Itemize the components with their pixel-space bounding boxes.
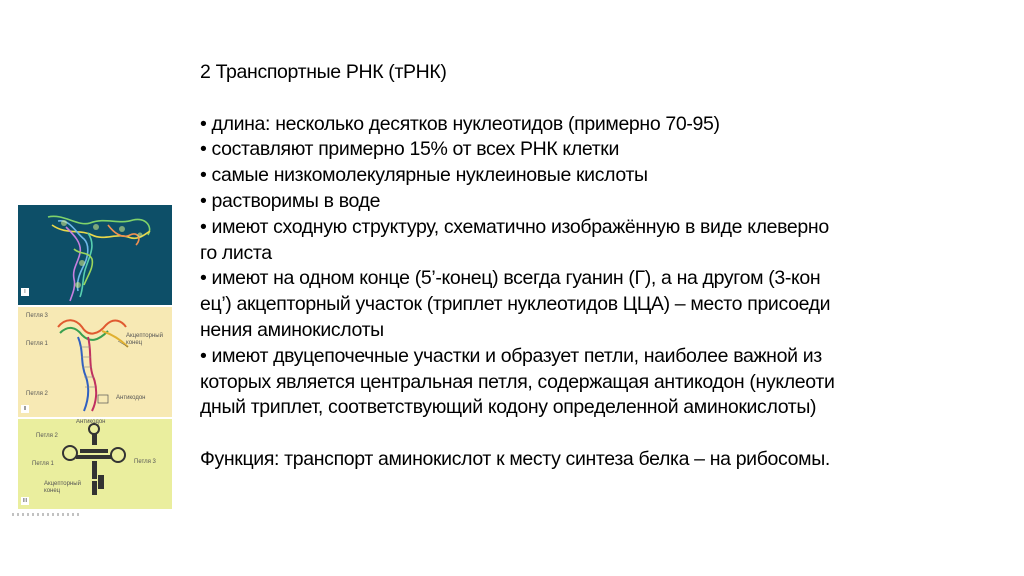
bullet-line: • растворимы в воде [200, 189, 381, 212]
panel2-numeral: II [21, 405, 29, 413]
spacer [200, 86, 1015, 112]
acceptor-end-label: Акцепторный конец [126, 333, 163, 346]
trna-figure [18, 205, 172, 510]
bullet-line: • имеют сходную структуру, схематично изображённую в виде клеверно [200, 215, 829, 238]
trna-3d-structure-image [18, 205, 172, 305]
bullet-line: которых является центральная петля, содержащая антикодон (нуклеоти [200, 370, 835, 393]
bullet-line: • имеют двуцепочечные участки и образует петли, наиболее важной из [200, 344, 822, 367]
trna-cloverleaf-panel [18, 419, 172, 509]
trna-helix-model-image [18, 307, 172, 417]
loop3-label-schematic: Петля 3 [134, 459, 156, 465]
bullet-line: • имеют на одном конце (5’-конец) всегда гуанин (Г), а на другом (3-кон [200, 267, 821, 290]
trna-helix-model-panel [18, 307, 172, 417]
bullet-line: ец’) акцепторный участок (триплет нуклеотидов ЦЦА) – место присоеди [200, 293, 831, 316]
bullet-line: го листа [200, 241, 272, 264]
scan-artifact [12, 513, 82, 516]
loop1-label: Петля 1 [26, 341, 48, 347]
anticodon-label-schematic: Антикодон [76, 419, 106, 425]
loop2-label-schematic: Петля 2 [36, 433, 58, 439]
bullet-line: • самые низкомолекулярные нуклеиновые кислоты [200, 164, 648, 187]
trna-3d-structure-panel [18, 205, 172, 305]
function-line: Функция: транспорт аминокислот к месту синтеза белка – на рибосомы. [200, 447, 830, 470]
loop2-label: Петля 2 [26, 391, 48, 397]
slide-text-block [200, 60, 1015, 473]
panel3-numeral: III [22, 498, 28, 504]
panel1-numeral: I [21, 288, 29, 296]
loop1-label-schematic: Петля 1 [32, 461, 54, 467]
slide-title: 2 Транспортные РНК (тРНК) [200, 61, 447, 83]
bullet-line: • длина: несколько десятков нуклеотидов (примерно 70-95) [200, 112, 720, 135]
spacer [200, 421, 1015, 447]
loop3-label: Петля 3 [26, 313, 48, 319]
bullet-line: дный триплет, соответствующий кодону определенной аминокислоты) [200, 396, 817, 419]
bullet-line: нения аминокислоты [200, 318, 384, 341]
anticodon-label: Антикодон [116, 395, 146, 401]
acceptor-end-label-schematic: Акцепторный конец [44, 481, 81, 494]
bullet-line: • составляют примерно 15% от всех РНК клетки [200, 138, 620, 161]
